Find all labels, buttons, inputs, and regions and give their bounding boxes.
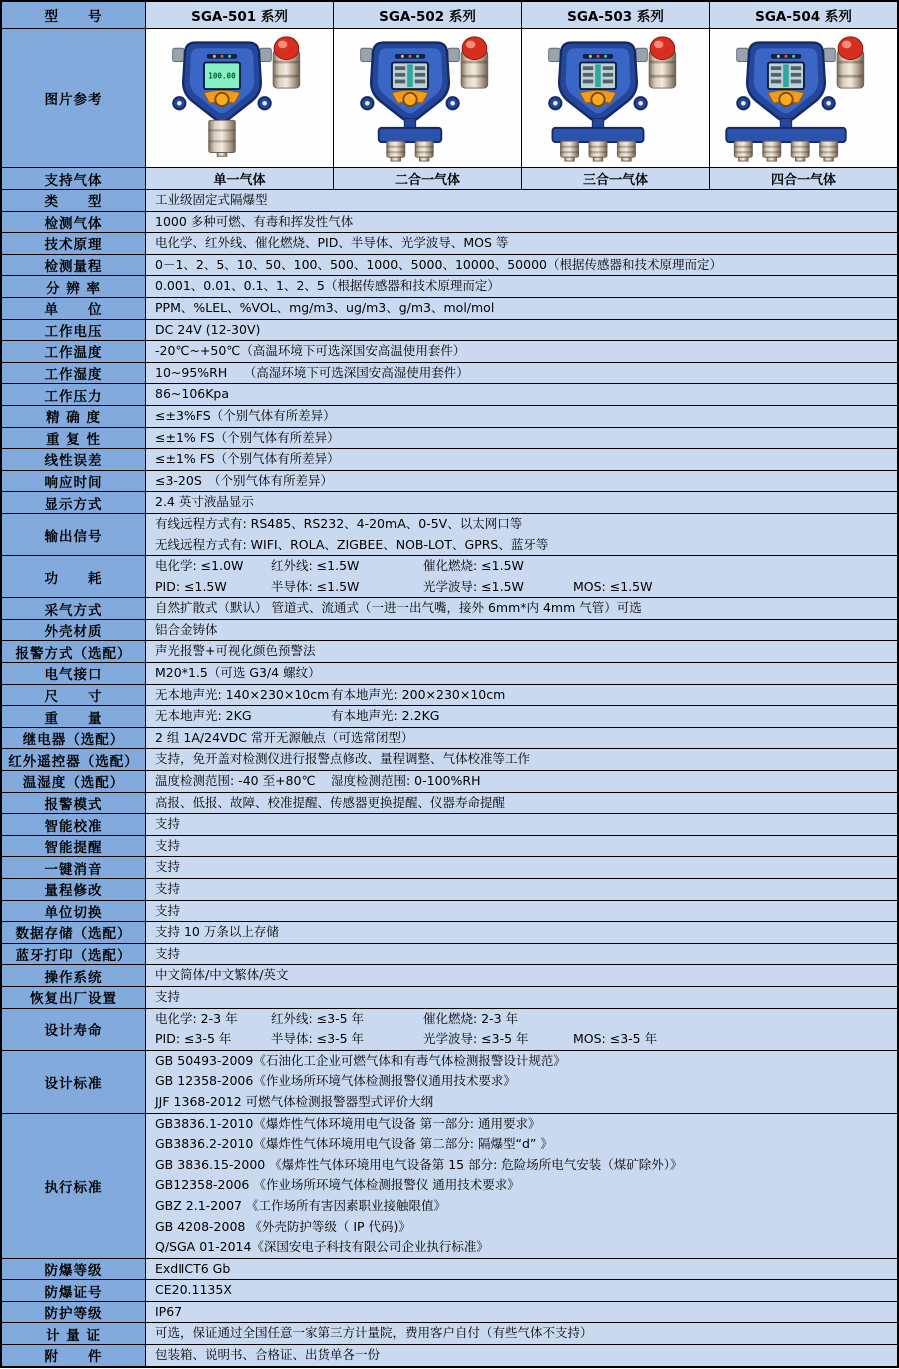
gas-cell-3: 三合一气体 [522, 168, 710, 189]
spec-value [146, 428, 897, 449]
spec-value-segment: 光学波导: ≤3-5 年 [423, 1031, 529, 1047]
spec-value-segment: ≤±3%FS（个别气体有所差异） [155, 407, 336, 423]
spec-row [2, 620, 897, 642]
spec-value-line [146, 212, 897, 233]
spec-label: 单 位 [2, 298, 146, 319]
spec-value-line [146, 663, 897, 684]
spec-row [2, 514, 897, 556]
spec-value-line [146, 190, 897, 211]
spec-value-line [146, 384, 897, 405]
spec-value [146, 1259, 897, 1280]
gas-cell-1: 单一气体 [146, 168, 334, 189]
spec-value-line [146, 1345, 897, 1366]
detector-body [549, 42, 647, 121]
spec-value-segment: 支持 [155, 988, 181, 1004]
model-header-label: 型 号 [2, 2, 146, 28]
spec-value-line [146, 1092, 897, 1113]
spec-row [2, 1280, 897, 1302]
spec-value-segment: 2.4 英寸液晶显示 [155, 494, 254, 510]
device-image-SGA-501 [146, 29, 334, 167]
spec-label: 数据存储（选配） [2, 922, 146, 943]
spec-value-segment: 催化燃烧: ≤1.5W [423, 558, 524, 574]
spec-value [146, 793, 897, 814]
spec-value-line [146, 706, 897, 727]
spec-value-line [146, 814, 897, 835]
spec-label: 重 复 性 [2, 428, 146, 449]
spec-value-line [146, 901, 897, 922]
spec-value-line [146, 233, 897, 254]
spec-label: 防爆等级 [2, 1259, 146, 1280]
spec-label: 显示方式 [2, 492, 146, 513]
gas-cell-4: 四合一气体 [710, 168, 897, 189]
spec-value [146, 706, 897, 727]
spec-value-segment: IP67 [155, 1303, 183, 1319]
image-reference-row [2, 29, 897, 168]
spec-value-line [146, 1175, 897, 1196]
spec-value-segment: -20℃~+50℃（高温环境下可选深国安高温使用套件） [155, 343, 466, 359]
spec-row [2, 1259, 897, 1281]
spec-label: 防护等级 [2, 1302, 146, 1323]
spec-label: 功 耗 [2, 556, 146, 597]
spec-value [146, 320, 897, 341]
spec-value-line [146, 255, 897, 276]
spec-value [146, 492, 897, 513]
spec-value-segment: 可选，保证通过全国任意一家第三方计量院，费用客户自付（有些气体不支持） [155, 1325, 593, 1341]
spec-row [2, 987, 897, 1009]
spec-label: 量程修改 [2, 879, 146, 900]
spec-value-line [146, 1237, 897, 1258]
spec-value-line [146, 965, 897, 986]
spec-row [2, 255, 897, 277]
spec-row [2, 814, 897, 836]
device-image-SGA-502 [334, 29, 522, 167]
spec-label: 响应时间 [2, 471, 146, 492]
spec-row [2, 944, 897, 966]
spec-value-line [146, 598, 897, 619]
spec-value [146, 922, 897, 943]
spec-value-segment: PID: ≤3-5 年 [155, 1031, 232, 1047]
spec-value-segment: 高报、低报、故障、校准提醒、传感器更换提醒、仪器寿命提醒 [155, 794, 506, 810]
spec-value-line [146, 857, 897, 878]
spec-label: 一键消音 [2, 857, 146, 878]
spec-value-segment: 支持 [155, 902, 181, 918]
spec-value [146, 212, 897, 233]
spec-value-segment: 支持 10 万条以上存储 [155, 924, 279, 940]
spec-value-segment: GB3836.1-2010《爆炸性气体环境用电气设备 第一部分: 通用要求》 [155, 1115, 541, 1131]
gas-detector-illustration [342, 35, 514, 162]
spec-value [146, 471, 897, 492]
spec-value [146, 384, 897, 405]
spec-row [2, 922, 897, 944]
spec-value-segment: 支持，免开盖对检测仪进行报警点修改、量程调整、气体校准等工作 [155, 751, 531, 767]
spec-row [2, 706, 897, 728]
image-row-label: 图片参考 [2, 29, 146, 167]
spec-row [2, 793, 897, 815]
spec-value [146, 598, 897, 619]
spec-row [2, 901, 897, 923]
spec-row [2, 1323, 897, 1345]
spec-value-line [146, 1051, 897, 1072]
model-cell-4: SGA-504 系列 [710, 2, 897, 28]
spec-value [146, 1051, 897, 1113]
spec-row [2, 1051, 897, 1114]
spec-value-segment: GB 4208-2008 《外壳防护等级（ IP 代码)》 [155, 1218, 411, 1234]
detector-body [361, 42, 459, 121]
spec-value [146, 685, 897, 706]
spec-value [146, 901, 897, 922]
spec-value-segment: ≤±1% FS（个别气体有所差异） [155, 451, 340, 467]
spec-value [146, 341, 897, 362]
spec-row [2, 406, 897, 428]
alarm-beacon-icon [273, 36, 300, 87]
spec-value-line [146, 577, 897, 598]
spec-value-segment: GB3836.2-2010《爆炸性气体环境用电气设备 第二部分: 隔爆型“d” 》 [155, 1136, 553, 1152]
spec-value [146, 1302, 897, 1323]
spec-label: 工作电压 [2, 320, 146, 341]
spec-value-segment: 支持 [155, 816, 181, 832]
spec-row [2, 190, 897, 212]
spec-value-line [146, 298, 897, 319]
spec-row [2, 598, 897, 620]
model-header-row [2, 2, 897, 29]
spec-value-line [146, 1259, 897, 1280]
spec-row [2, 276, 897, 298]
spec-value-segment: DC 24V (12-30V) [155, 321, 261, 337]
spec-row [2, 298, 897, 320]
spec-label: 报警方式（选配） [2, 641, 146, 662]
spec-value-line [146, 685, 897, 706]
spec-row [2, 341, 897, 363]
spec-value-segment: 自然扩散式（默认） 管道式、流通式（一进一出气嘴，接外 6mm*内 4mm 气管）可选 [155, 600, 642, 616]
spec-label: 执行标准 [2, 1114, 146, 1258]
spec-label: 红外遥控器（选配） [2, 749, 146, 770]
spec-value-line [146, 1323, 897, 1344]
spec-value-segment: 半导体: ≤1.5W [271, 578, 360, 594]
spec-value-line [146, 1071, 897, 1092]
spec-value-segment: 红外线: ≤1.5W [271, 558, 360, 574]
spec-label: 精 确 度 [2, 406, 146, 427]
spec-value-line [146, 728, 897, 749]
spec-value [146, 276, 897, 297]
spec-value [146, 1323, 897, 1344]
spec-value-segment: 无本地声光: 2KG [155, 708, 252, 724]
spec-label: 设计标准 [2, 1051, 146, 1113]
spec-value [146, 857, 897, 878]
spec-value [146, 449, 897, 470]
spec-value [146, 233, 897, 254]
spec-value-segment: 包装箱、说明书、合格证、出货单各一份 [155, 1347, 381, 1363]
spec-value-line [146, 535, 897, 556]
spec-value-segment: GB 3836.15-2000 《爆炸性气体环境用电气设备第 15 部分: 危险场所电气安装（煤矿除外）》 [155, 1156, 683, 1172]
spec-value-segment: 有本地声光: 200×230×10cm [331, 686, 506, 702]
spec-value-segment: GB 50493-2009《石油化工企业可燃气体和有毒气体检测报警设计规范》 [155, 1052, 566, 1068]
spec-value [146, 836, 897, 857]
alarm-beacon-icon [837, 36, 864, 87]
spec-row [2, 965, 897, 987]
spec-label: 报警模式 [2, 793, 146, 814]
spec-value-line [146, 1302, 897, 1323]
device-image-SGA-503 [522, 29, 710, 167]
spec-value [146, 406, 897, 427]
spec-value-segment: MOS: ≤3-5 年 [573, 1031, 658, 1047]
svg-text:100.00: 100.00 [207, 71, 236, 81]
gas-detector-illustration [718, 35, 890, 162]
spec-row [2, 728, 897, 750]
spec-value-line [146, 1029, 897, 1050]
spec-value [146, 987, 897, 1008]
spec-value-segment: 0.001、0.01、0.1、1、2、5（根据传感器和技术原理而定） [155, 278, 500, 294]
spec-value-segment: 支持 [155, 837, 181, 853]
spec-value [146, 514, 897, 555]
spec-value-segment: Q/SGA 01-2014《深国安电子科技有限公司企业执行标准》 [155, 1239, 489, 1255]
spec-value-segment: JJF 1368-2012 可燃气体检测报警器型式评价大纲 [155, 1093, 434, 1109]
spec-row [2, 471, 897, 493]
spec-value-line [146, 1009, 897, 1030]
spec-value-line [146, 320, 897, 341]
spec-value-segment: GBZ 2.1-2007 《工作场所有害因素职业接触限值》 [155, 1197, 446, 1213]
spec-value-segment: 无线远程方式有: WIFI、ROLA、ZIGBEE、NOB-LOT、GPRS、蓝牙等 [155, 536, 549, 552]
detector-body [173, 42, 271, 121]
spec-label: 单位切换 [2, 901, 146, 922]
spec-value-segment: 10~95%RH （高湿环境下可选深国安高湿使用套件） [155, 364, 469, 380]
spec-row [2, 492, 897, 514]
spec-value-line [146, 556, 897, 577]
spec-value [146, 749, 897, 770]
spec-row [2, 428, 897, 450]
spec-value [146, 663, 897, 684]
spec-label: 附 件 [2, 1345, 146, 1366]
spec-value-segment: ≤3-20S （个别气体有所差异） [155, 472, 334, 488]
spec-row [2, 233, 897, 255]
spec-value-segment: 声光报警+可视化颜色预警法 [155, 643, 316, 659]
spec-value [146, 965, 897, 986]
spec-value-segment: 铝合金铸体 [155, 621, 218, 637]
spec-label: 输出信号 [2, 514, 146, 555]
spec-value [146, 1114, 897, 1258]
spec-label: 检测气体 [2, 212, 146, 233]
spec-value-line [146, 1114, 897, 1135]
spec-value-line [146, 922, 897, 943]
spec-value [146, 879, 897, 900]
spec-value-line [146, 428, 897, 449]
spec-row [2, 384, 897, 406]
spec-value-segment: 中文简体/中文繁体/英文 [155, 967, 289, 983]
spec-value-segment: CE20.1135X [155, 1282, 232, 1298]
alarm-beacon-icon [649, 36, 676, 87]
spec-row [2, 641, 897, 663]
spec-value-segment: 电化学、红外线、催化燃烧、PID、半导体、光学波导、MOS 等 [155, 235, 509, 251]
gas-row-label: 支持气体 [2, 168, 146, 189]
spec-value-line [146, 944, 897, 965]
model-cell-1: SGA-501 系列 [146, 2, 334, 28]
spec-label: 分 辨 率 [2, 276, 146, 297]
spec-value-line [146, 771, 897, 792]
spec-label: 防爆证号 [2, 1280, 146, 1301]
spec-row [2, 685, 897, 707]
spec-value [146, 944, 897, 965]
supported-gas-row [2, 168, 897, 190]
spec-label: 采气方式 [2, 598, 146, 619]
spec-row [2, 449, 897, 471]
spec-label: 温湿度（选配） [2, 771, 146, 792]
spec-value-segment: 0－1、2、5、10、50、100、500、1000、5000、10000、50000（根据传感器和技术原理而定） [155, 256, 722, 272]
spec-value-segment: GB 12358-2006《作业场所环境气体检测报警仪通用技术要求》 [155, 1073, 516, 1089]
spec-value-line [146, 987, 897, 1008]
spec-label: 工作湿度 [2, 363, 146, 384]
spec-row [2, 320, 897, 342]
spec-value-line [146, 1280, 897, 1301]
spec-label: 电气接口 [2, 663, 146, 684]
spec-value-segment: ExdⅡCT6 Gb [155, 1260, 231, 1276]
spec-label: 外壳材质 [2, 620, 146, 641]
spec-row [2, 857, 897, 879]
spec-value [146, 814, 897, 835]
spec-row [2, 749, 897, 771]
spec-value-segment: 电化学: ≤1.0W [155, 558, 244, 574]
spec-value-line [146, 1155, 897, 1176]
spec-row [2, 663, 897, 685]
spec-row [2, 879, 897, 901]
spec-value-line [146, 1217, 897, 1238]
spec-value-line [146, 1134, 897, 1155]
spec-value-segment: 86~106Kpa [155, 386, 230, 402]
spec-value-line [146, 449, 897, 470]
spec-label: 技术原理 [2, 233, 146, 254]
device-image-SGA-504 [710, 29, 897, 167]
spec-value [146, 620, 897, 641]
spec-value-line [146, 341, 897, 362]
spec-value-segment: 支持 [155, 859, 181, 875]
spec-label: 智能校准 [2, 814, 146, 835]
spec-row [2, 771, 897, 793]
spec-value [146, 298, 897, 319]
spec-value-line [146, 749, 897, 770]
spec-label: 类 型 [2, 190, 146, 211]
spec-label: 蓝牙打印（选配） [2, 944, 146, 965]
spec-value-line [146, 514, 897, 535]
spec-value [146, 1345, 897, 1366]
detector-body [737, 42, 835, 121]
spec-row [2, 836, 897, 858]
gas-cell-2: 二合一气体 [334, 168, 522, 189]
spec-label: 计 量 证 [2, 1323, 146, 1344]
spec-value-segment: 支持 [155, 881, 181, 896]
spec-label: 继电器（选配） [2, 728, 146, 749]
spec-value-segment: 光学波导: ≤1.5W [423, 578, 524, 594]
model-cell-3: SGA-503 系列 [522, 2, 710, 28]
spec-label: 智能提醒 [2, 836, 146, 857]
spec-value [146, 1009, 897, 1050]
spec-value-segment: 半导体: ≤3-5 年 [271, 1031, 365, 1047]
spec-label: 尺 寸 [2, 685, 146, 706]
spec-value-line [146, 641, 897, 662]
gas-detector-illustration [154, 35, 326, 162]
spec-value-segment: MOS: ≤1.5W [573, 578, 653, 594]
spec-value-segment: 温度检测范围: -40 至+80℃ [155, 773, 316, 789]
model-cell-2: SGA-502 系列 [334, 2, 522, 28]
spec-label: 设计寿命 [2, 1009, 146, 1050]
spec-label: 恢复出厂设置 [2, 987, 146, 1008]
spec-value-segment: 催化燃烧: 2-3 年 [423, 1010, 519, 1026]
spec-row [2, 1114, 897, 1259]
spec-value-line [146, 492, 897, 513]
spec-value [146, 556, 897, 597]
spec-row [2, 1009, 897, 1051]
spec-value-line [146, 276, 897, 297]
spec-value [146, 255, 897, 276]
spec-label: 检测量程 [2, 255, 146, 276]
spec-label: 操作系统 [2, 965, 146, 986]
spec-value-line [146, 406, 897, 427]
spec-value-segment: 2 组 1A/24VDC 常开无源触点（可选常闭型） [155, 729, 414, 745]
spec-value-line [146, 793, 897, 814]
spec-value-segment: 有本地声光: 2.2KG [331, 708, 440, 724]
spec-value-line [146, 363, 897, 384]
spec-value-line [146, 471, 897, 492]
spec-value-segment: 1000 多种可燃、有毒和挥发性气体 [155, 213, 354, 229]
spec-value [146, 190, 897, 211]
spec-label: 工作温度 [2, 341, 146, 362]
spec-value-segment: 支持 [155, 945, 181, 961]
spec-value [146, 363, 897, 384]
spec-value-segment: 无本地声光: 140×230×10cm [155, 686, 330, 702]
spec-value-segment: ≤±1% FS（个别气体有所差异） [155, 429, 340, 445]
spec-row [2, 1345, 897, 1366]
spec-label: 重 量 [2, 706, 146, 727]
spec-value-line [146, 879, 897, 900]
spec-value-segment: 电化学: 2-3 年 [155, 1010, 238, 1026]
spec-value [146, 641, 897, 662]
spec-value [146, 728, 897, 749]
gas-detector-illustration [530, 35, 702, 162]
spec-value-segment: 工业级固定式隔爆型 [155, 192, 268, 207]
alarm-beacon-icon [461, 36, 488, 87]
spec-row [2, 363, 897, 385]
spec-value-line [146, 1196, 897, 1217]
spec-value-segment: GB12358-2006 《作业场所环境气体检测报警仪 通用技术要求》 [155, 1177, 520, 1193]
spec-label: 工作压力 [2, 384, 146, 405]
spec-row [2, 556, 897, 598]
spec-value-segment: PPM、%LEL、%VOL、mg/m3、ug/m3、g/m3、mol/mol [155, 299, 495, 315]
spec-value-segment: 红外线: ≤3-5 年 [271, 1010, 365, 1026]
spec-row [2, 212, 897, 234]
spec-value-segment: PID: ≤1.5W [155, 578, 227, 594]
spec-value-line [146, 620, 897, 641]
spec-value-segment: M20*1.5（可选 G3/4 螺纹） [155, 665, 321, 681]
spec-value [146, 1280, 897, 1301]
spec-value [146, 771, 897, 792]
spec-value-segment: 湿度检测范围: 0-100%RH [331, 773, 481, 789]
spec-value-line [146, 836, 897, 857]
spec-label: 线性误差 [2, 449, 146, 470]
spec-row [2, 1302, 897, 1324]
spec-value-segment: 有线远程方式有: RS485、RS232、4-20mA、0-5V、以太网口等 [155, 515, 523, 531]
